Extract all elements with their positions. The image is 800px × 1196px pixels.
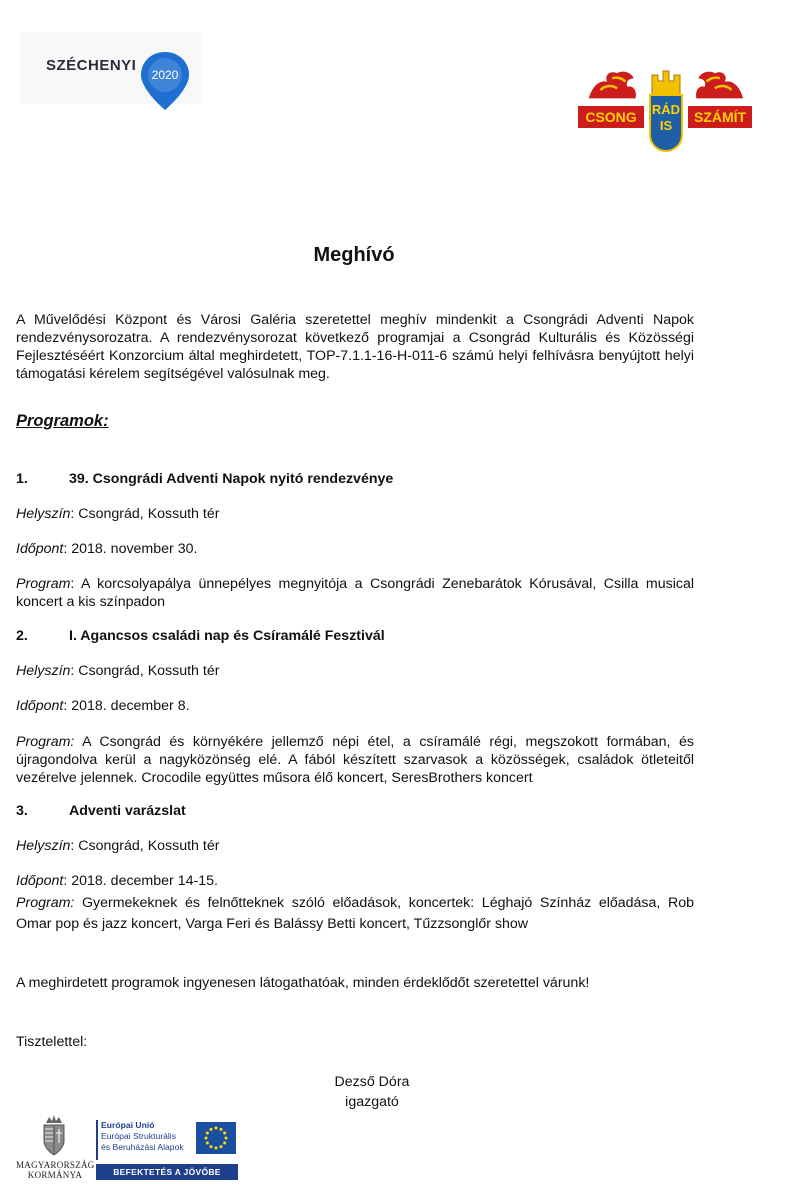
eu-star xyxy=(220,1128,223,1131)
eu-star xyxy=(206,1142,209,1145)
program-1-number: 1. xyxy=(16,471,28,487)
program-3-time-value: : 2018. december 14-15. xyxy=(63,873,218,889)
signature-name: Dezső Dóra xyxy=(334,1074,410,1090)
program-3-time xyxy=(16,872,694,890)
program-label: Program xyxy=(16,734,71,750)
government-line-1: MAGYARORSZÁG xyxy=(16,1160,95,1170)
eu-funding-logo xyxy=(96,1120,240,1182)
program-2-heading xyxy=(16,627,694,645)
venue-label: Helyszín xyxy=(16,506,71,522)
szechenyi-2020-logo xyxy=(20,32,202,104)
eu-star xyxy=(210,1128,213,1131)
csongrad-shield-top-text: RÁD xyxy=(651,102,681,117)
document-title: Meghívó xyxy=(313,244,395,266)
intro-paragraph: A Művelődési Központ és Városi Galéria szeretettel meghív mindenkit a Csongrádi Adventi Napok rendezvénysorozatra. A rendezvénysorozat következő programjai a Csongrád Kulturális és Közösségi Fejlesztéséért Konzorcium által meghirdetett, TOP-7.1.1-16-H-011-6 számú helyi felhívásra benyújtott helyi támogatási kérelem segítségével valósulnak meg. xyxy=(16,312,694,382)
eu-star xyxy=(210,1145,213,1148)
szechenyi-logo-year: 2020 xyxy=(151,68,179,82)
program-1-time xyxy=(16,540,694,558)
szechenyi-logo-text: SZÉCHENYI xyxy=(46,57,137,74)
eu-line-1: Európai Unió xyxy=(101,1120,155,1130)
dragon-ornament-right-icon xyxy=(688,70,750,100)
program-1-venue-value: : Csongrád, Kossuth tér xyxy=(70,506,220,522)
program-1-description-value: : A korcsolyapálya ünnepélyes megnyitója a Csongrádi Zenebarátok Kórusával, Csilla musical koncert a kis színpadon xyxy=(16,576,694,610)
csongrad-shield xyxy=(649,94,683,152)
hungarian-coat-of-arms-icon xyxy=(40,1113,68,1159)
program-2-title: I. Agancsos családi nap és Csíramálé Fesztivál xyxy=(69,628,385,644)
program-2-description: Program: A Csongrád és környékére jellemző népi étel, a csíramálé régi, megszokott formában, és újragondolva kerül a nagyközönség elé. A fából készített szarvasok a közösségek, családok ötleteitől vezérelve jelennek. Crocodile együttes műsora élő koncert, SeresBrothers koncert xyxy=(16,734,694,786)
eu-slogan-bar: BEFEKTETÉS A JÖVŐBE xyxy=(96,1164,238,1180)
closing-sentence: A meghirdetett programok ingyenesen látogathatóak, minden érdeklődőt szeretettel várunk! xyxy=(16,975,590,991)
venue-label: Helyszín xyxy=(16,838,71,854)
program-3-number: 3. xyxy=(16,803,28,819)
program-2-time-value: : 2018. december 8. xyxy=(63,698,190,714)
eu-star xyxy=(225,1137,228,1140)
program-label: Program xyxy=(16,576,71,592)
eu-star xyxy=(215,1127,218,1130)
time-label: Időpont xyxy=(16,541,64,557)
program-1-title: 39. Csongrádi Adventi Napok nyitó rendezvénye xyxy=(69,471,394,487)
program-2-description-value: A Csongrád és környékére jellemző népi étel, a csíramálé régi, megszokott formában, és újragondolva kerül a nagyközönség elé. A fából készített szarvasok a közösségek, családok ötleteitől vezérelve jelennek. Crocodile együttes műsora élő koncert, SeresBrothers koncert xyxy=(16,734,694,786)
eu-star xyxy=(205,1137,208,1140)
program-label: Program xyxy=(16,895,71,911)
program-3-description: Program: Gyermekeknek és felnőtteknek szóló előadások, koncertek: Léghajó Színház előadása, Rob Omar pop és jazz koncert, Varga Feri és Balássy Betti koncert, Tűzzsonglőr show xyxy=(16,895,694,932)
csongrad-szamit-logo xyxy=(578,68,754,158)
signature-title: igazgató xyxy=(345,1094,399,1110)
csongrad-logo-right-text: SZÁMÍT xyxy=(688,106,752,128)
government-label xyxy=(16,1160,94,1180)
time-label: Időpont xyxy=(16,698,64,714)
map-pin-icon xyxy=(139,50,191,112)
signature-block xyxy=(300,1072,444,1112)
eu-line-2: Európai Strukturális xyxy=(101,1131,176,1141)
program-3-description-value: Gyermekeknek és felnőtteknek szóló előadások, koncertek: Léghajó Színház előadása, Rob Omar pop és jazz koncert, Varga Feri és Balássy Betti koncert, Tűzzsonglőr show xyxy=(16,895,694,932)
program-2-venue-value: : Csongrád, Kossuth tér xyxy=(70,663,220,679)
dragon-ornament-left-icon xyxy=(582,70,644,100)
time-label: Időpont xyxy=(16,873,64,889)
eu-star xyxy=(215,1147,218,1150)
program-3-venue xyxy=(16,837,694,855)
programs-heading: Programok: xyxy=(16,412,109,430)
eu-text-block xyxy=(96,1120,194,1160)
program-3-venue-value: : Csongrád, Kossuth tér xyxy=(70,838,220,854)
program-1-venue xyxy=(16,505,694,523)
csongrad-logo-left-text: CSONG xyxy=(578,106,644,128)
program-1-heading xyxy=(16,470,694,488)
csongrad-shield-bottom-text: IS xyxy=(659,118,673,133)
salutation: Tisztelettel: xyxy=(16,1034,88,1050)
eu-line-3: és Beruházási Alapok xyxy=(101,1142,184,1152)
program-2-number: 2. xyxy=(16,628,28,644)
eu-star xyxy=(206,1132,209,1135)
program-1-time-value: : 2018. november 30. xyxy=(63,541,198,557)
eu-star xyxy=(220,1145,223,1148)
program-2-time xyxy=(16,697,694,715)
program-3-title: Adventi varázslat xyxy=(69,803,186,819)
program-3-heading xyxy=(16,802,694,820)
eu-flag-icon xyxy=(196,1122,236,1154)
program-2-venue xyxy=(16,662,694,680)
government-line-2: KORMÁNYA xyxy=(27,1170,83,1180)
venue-label: Helyszín xyxy=(16,663,71,679)
eu-star xyxy=(223,1132,226,1135)
program-1-description xyxy=(16,575,694,611)
eu-star xyxy=(223,1142,226,1145)
